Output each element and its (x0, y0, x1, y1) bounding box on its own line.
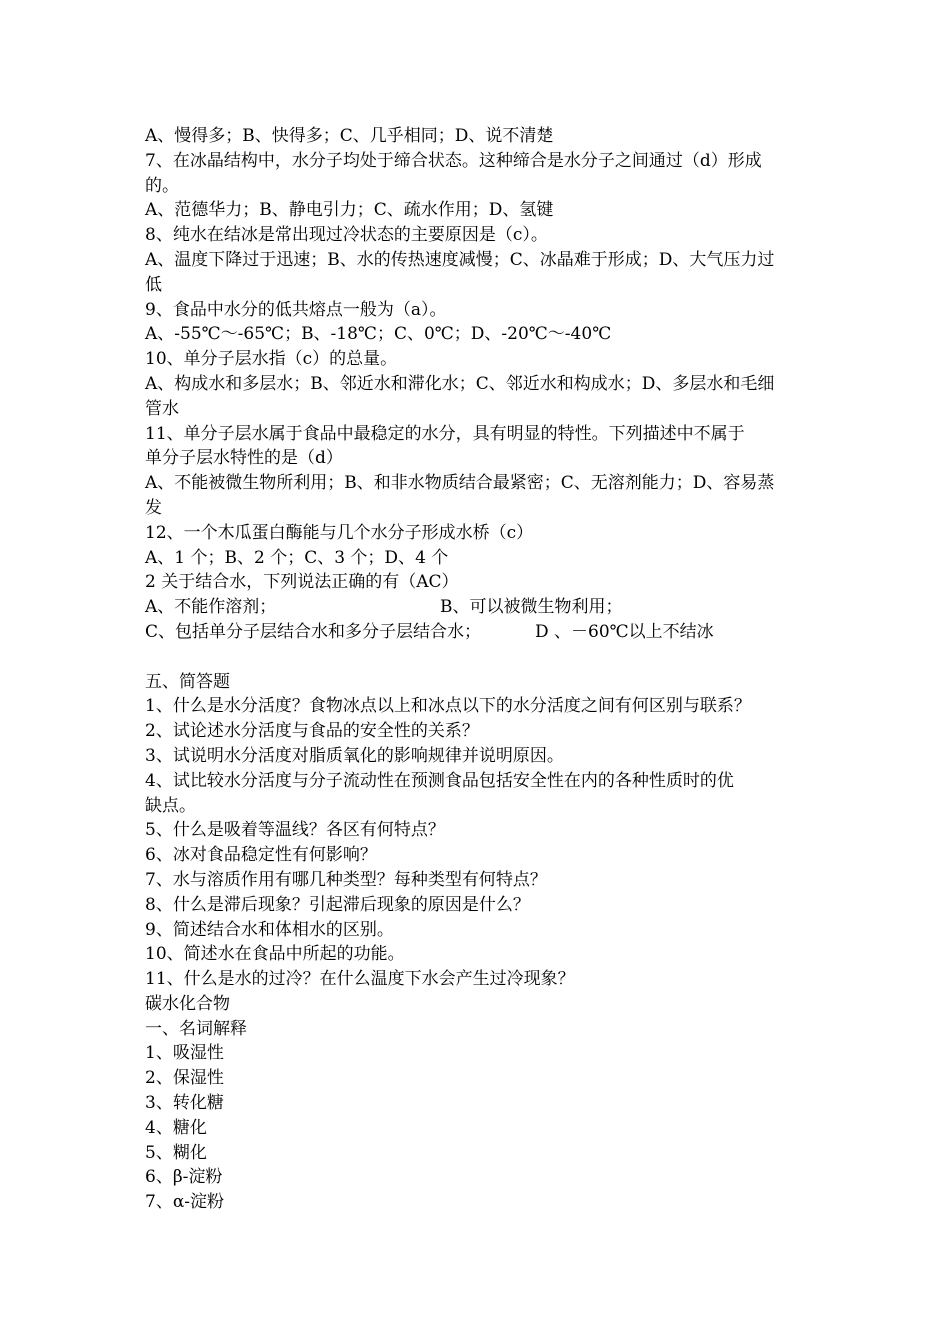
text-line: 1、什么是水分活度？食物冰点以上和冰点以下的水分活度之间有何区别与联系？ (145, 696, 751, 717)
text-line: A、-55℃～-65℃；B、-18℃；C、0℃；D、-20℃～-40℃ (145, 324, 612, 345)
section-heading: 五、简答题 (145, 671, 230, 692)
text-line: 10、简述水在食品中所起的功能。 (145, 944, 405, 965)
text-line: A、慢得多；B、快得多；C、几乎相同；D、说不清楚 (145, 126, 554, 146)
option-d: D 、－60℃以上不结冰 (535, 621, 714, 642)
text-line: 9、简述结合水和体相水的区别。 (145, 919, 394, 940)
text-line: 11、单分子层水属于食品中最稳定的水分，具有明显的特性。下列描述中不属于 (145, 423, 745, 444)
text-line: 单分子层水特性的是（d） (145, 448, 343, 469)
text-line: 3、转化糖 (145, 1093, 224, 1114)
options-row (145, 595, 815, 620)
text-line: A、不能被微生物所利用；B、和非水物质结合最紧密；C、无溶剂能力；D、容易蒸 (145, 473, 775, 494)
text-line: 5、糊化 (145, 1142, 207, 1163)
text-line: 9、食品中水分的低共熔点一般为（a）。 (145, 299, 447, 320)
text-line: A、温度下降过于迅速；B、水的传热速度减慢；C、冰晶难于形成；D、大气压力过 (145, 249, 775, 270)
text-line: 2 关于结合水，下列说法正确的有（AC） (145, 572, 459, 593)
text-line: 11、什么是水的过冷？在什么温度下水会产生过冷现象？ (145, 969, 575, 990)
text-line: 的。 (145, 175, 179, 196)
text-line: 8、什么是滞后现象？引起滞后现象的原因是什么？ (145, 894, 530, 915)
text-line: A、构成水和多层水；B、邻近水和滞化水；C、邻近水和构成水；D、多层水和毛细 (145, 373, 775, 394)
text-line: 低 (145, 274, 162, 295)
option-b: B、可以被微生物利用； (440, 597, 623, 618)
text-line: 6、β-淀粉 (145, 1167, 223, 1188)
text-line: 管水 (145, 398, 179, 419)
text-line: 10、单分子层水指（c）的总量。 (145, 349, 398, 370)
text-line: 7、水与溶质作用有哪几种类型？每种类型有何特点？ (145, 869, 547, 890)
blank-line (145, 645, 815, 670)
text-line: 7、α-淀粉 (145, 1192, 225, 1213)
text-line: 4、试比较水分活度与分子流动性在预测食品包括安全性在内的各种性质时的优 (145, 770, 734, 791)
text-line: 缺点。 (145, 795, 196, 816)
text-line: 发 (145, 497, 162, 518)
text-line: A、范德华力；B、静电引力；C、疏水作用；D、氢键 (145, 200, 554, 221)
document-page (145, 124, 815, 1215)
section-heading: 一、名词解释 (145, 1018, 247, 1039)
text-line: 8、纯水在结冰是常出现过冷状态的主要原因是（c）。 (145, 225, 548, 246)
text-line: 12、一个木瓜蛋白酶能与几个水分子形成水桥（c） (145, 522, 534, 543)
text-line: 6、冰对食品稳定性有何影响？ (145, 845, 377, 866)
text-line: 5、什么是吸着等温线？各区有何特点？ (145, 820, 445, 841)
options-row (145, 620, 815, 645)
text-line: 3、试说明水分活度对脂质氧化的影响规律并说明原因。 (145, 745, 564, 766)
text-line: 7、在冰晶结构中，水分子均处于缔合状态。这种缔合是水分子之间通过（d）形成 (145, 150, 762, 171)
chapter-heading: 碳水化合物 (145, 993, 230, 1014)
option-a: A、不能作溶剂； (145, 597, 277, 618)
text-line: 1、吸湿性 (145, 1043, 224, 1064)
text-line: 4、糖化 (145, 1117, 207, 1138)
option-c: C、包括单分子层结合水和多分子层结合水； (145, 621, 482, 642)
text-line: 2、试论述水分活度与食品的安全性的关系？ (145, 721, 479, 742)
text-line: 2、保湿性 (145, 1068, 224, 1089)
text-line: A、1 个；B、2 个；C、3 个；D、4 个 (145, 547, 449, 568)
